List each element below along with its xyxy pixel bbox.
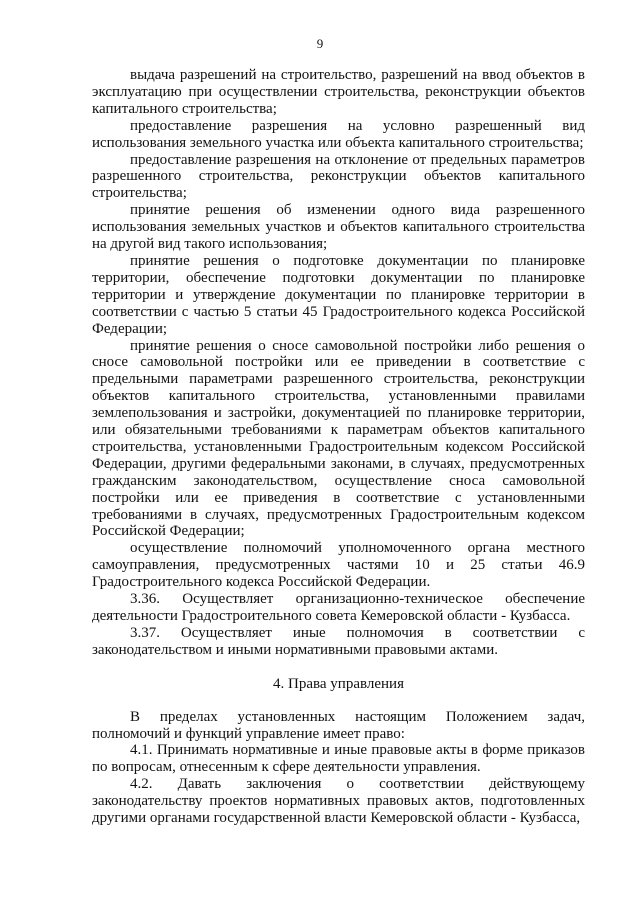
paragraph-4-1: 4.1. Принимать нормативные и иные правовые акты в форме приказов по вопросам, отнесенным к сфере деятельности управления. bbox=[92, 742, 585, 776]
section-heading: 4. Права управления bbox=[273, 675, 404, 692]
paragraph-3-37: 3.37. Осуществляет иные полномочия в соответствии с законодательством и иными нормативными правовыми актами. bbox=[92, 624, 585, 658]
paragraph-4-2: 4.2. Давать заключения о соответствии действующему законодательству проектов нормативных правовых актов, подготовленных другими органами государственной власти Кемеровской области - Кузбасса, bbox=[92, 776, 585, 827]
paragraph-building-permits: выдача разрешений на строительство, разрешений на ввод объектов в эксплуатацию при осуществлении строительства, реконструкции объектов капитального строительства; bbox=[92, 67, 585, 117]
paragraph-unauthorized-construction: принятие решения о сносе самовольной постройки либо решения о сносе самовольной постройки или ее приведении в соответствие с предельными параметрами разрешенного строительства, реконструкции объектов капитального строительства, установленными правилами землепользования и застройки, документацией по планировке территории, или обязательными требованиями к параметрам объектов капитального строительства, установленными Градостроительным кодексом Российской Федерации, другими федеральными законами, в случаях, предусмотренных гражданским законодательством, осуществление сноса самовольной постройки или ее приведения в соответствие с установленными требованиями в случаях, предусмотренных Градостроительным кодексом Российской Федерации; bbox=[92, 337, 585, 540]
paragraph-use-change-decision: принятие решения об изменении одного вида разрешенного использования земельных участков и объектов капитального строительства на другой вид такого использования; bbox=[92, 202, 585, 253]
paragraph-conditional-use-permit: предоставление разрешения на условно разрешенный вид использования земельного участка или объекта капитального строительства; bbox=[92, 117, 585, 151]
paragraph-deviation-permit: предоставление разрешения на отклонение от предельных параметров разрешенного строительства, реконструкции объектов капитального строительства; bbox=[92, 151, 585, 202]
paragraph-local-authority-powers: осуществление полномочий уполномоченного органа местного самоуправления, предусмотренных частями 10 и 25 статьи 46.9 Градостроительного кодекса Российской Федерации. bbox=[92, 540, 585, 591]
page-number: 9 bbox=[316, 36, 324, 51]
paragraph-planning-documentation: принятие решения о подготовке документации по планировке территории, обеспечение подготовки документации по планировке территории и утверждение документации по планировке территории в соответствии с частью 5 статьи 45 Градостроительного кодекса Российской Федерации; bbox=[92, 252, 585, 337]
paragraph-3-36: 3.36. Осуществляет организационно-техническое обеспечение деятельности Градостроительного совета Кемеровской области - Кузбасса. bbox=[92, 591, 585, 624]
document-body bbox=[92, 67, 585, 827]
paragraph-rights-intro: В пределах установленных настоящим Положением задач, полномочий и функций управление имеет право: bbox=[92, 708, 585, 742]
